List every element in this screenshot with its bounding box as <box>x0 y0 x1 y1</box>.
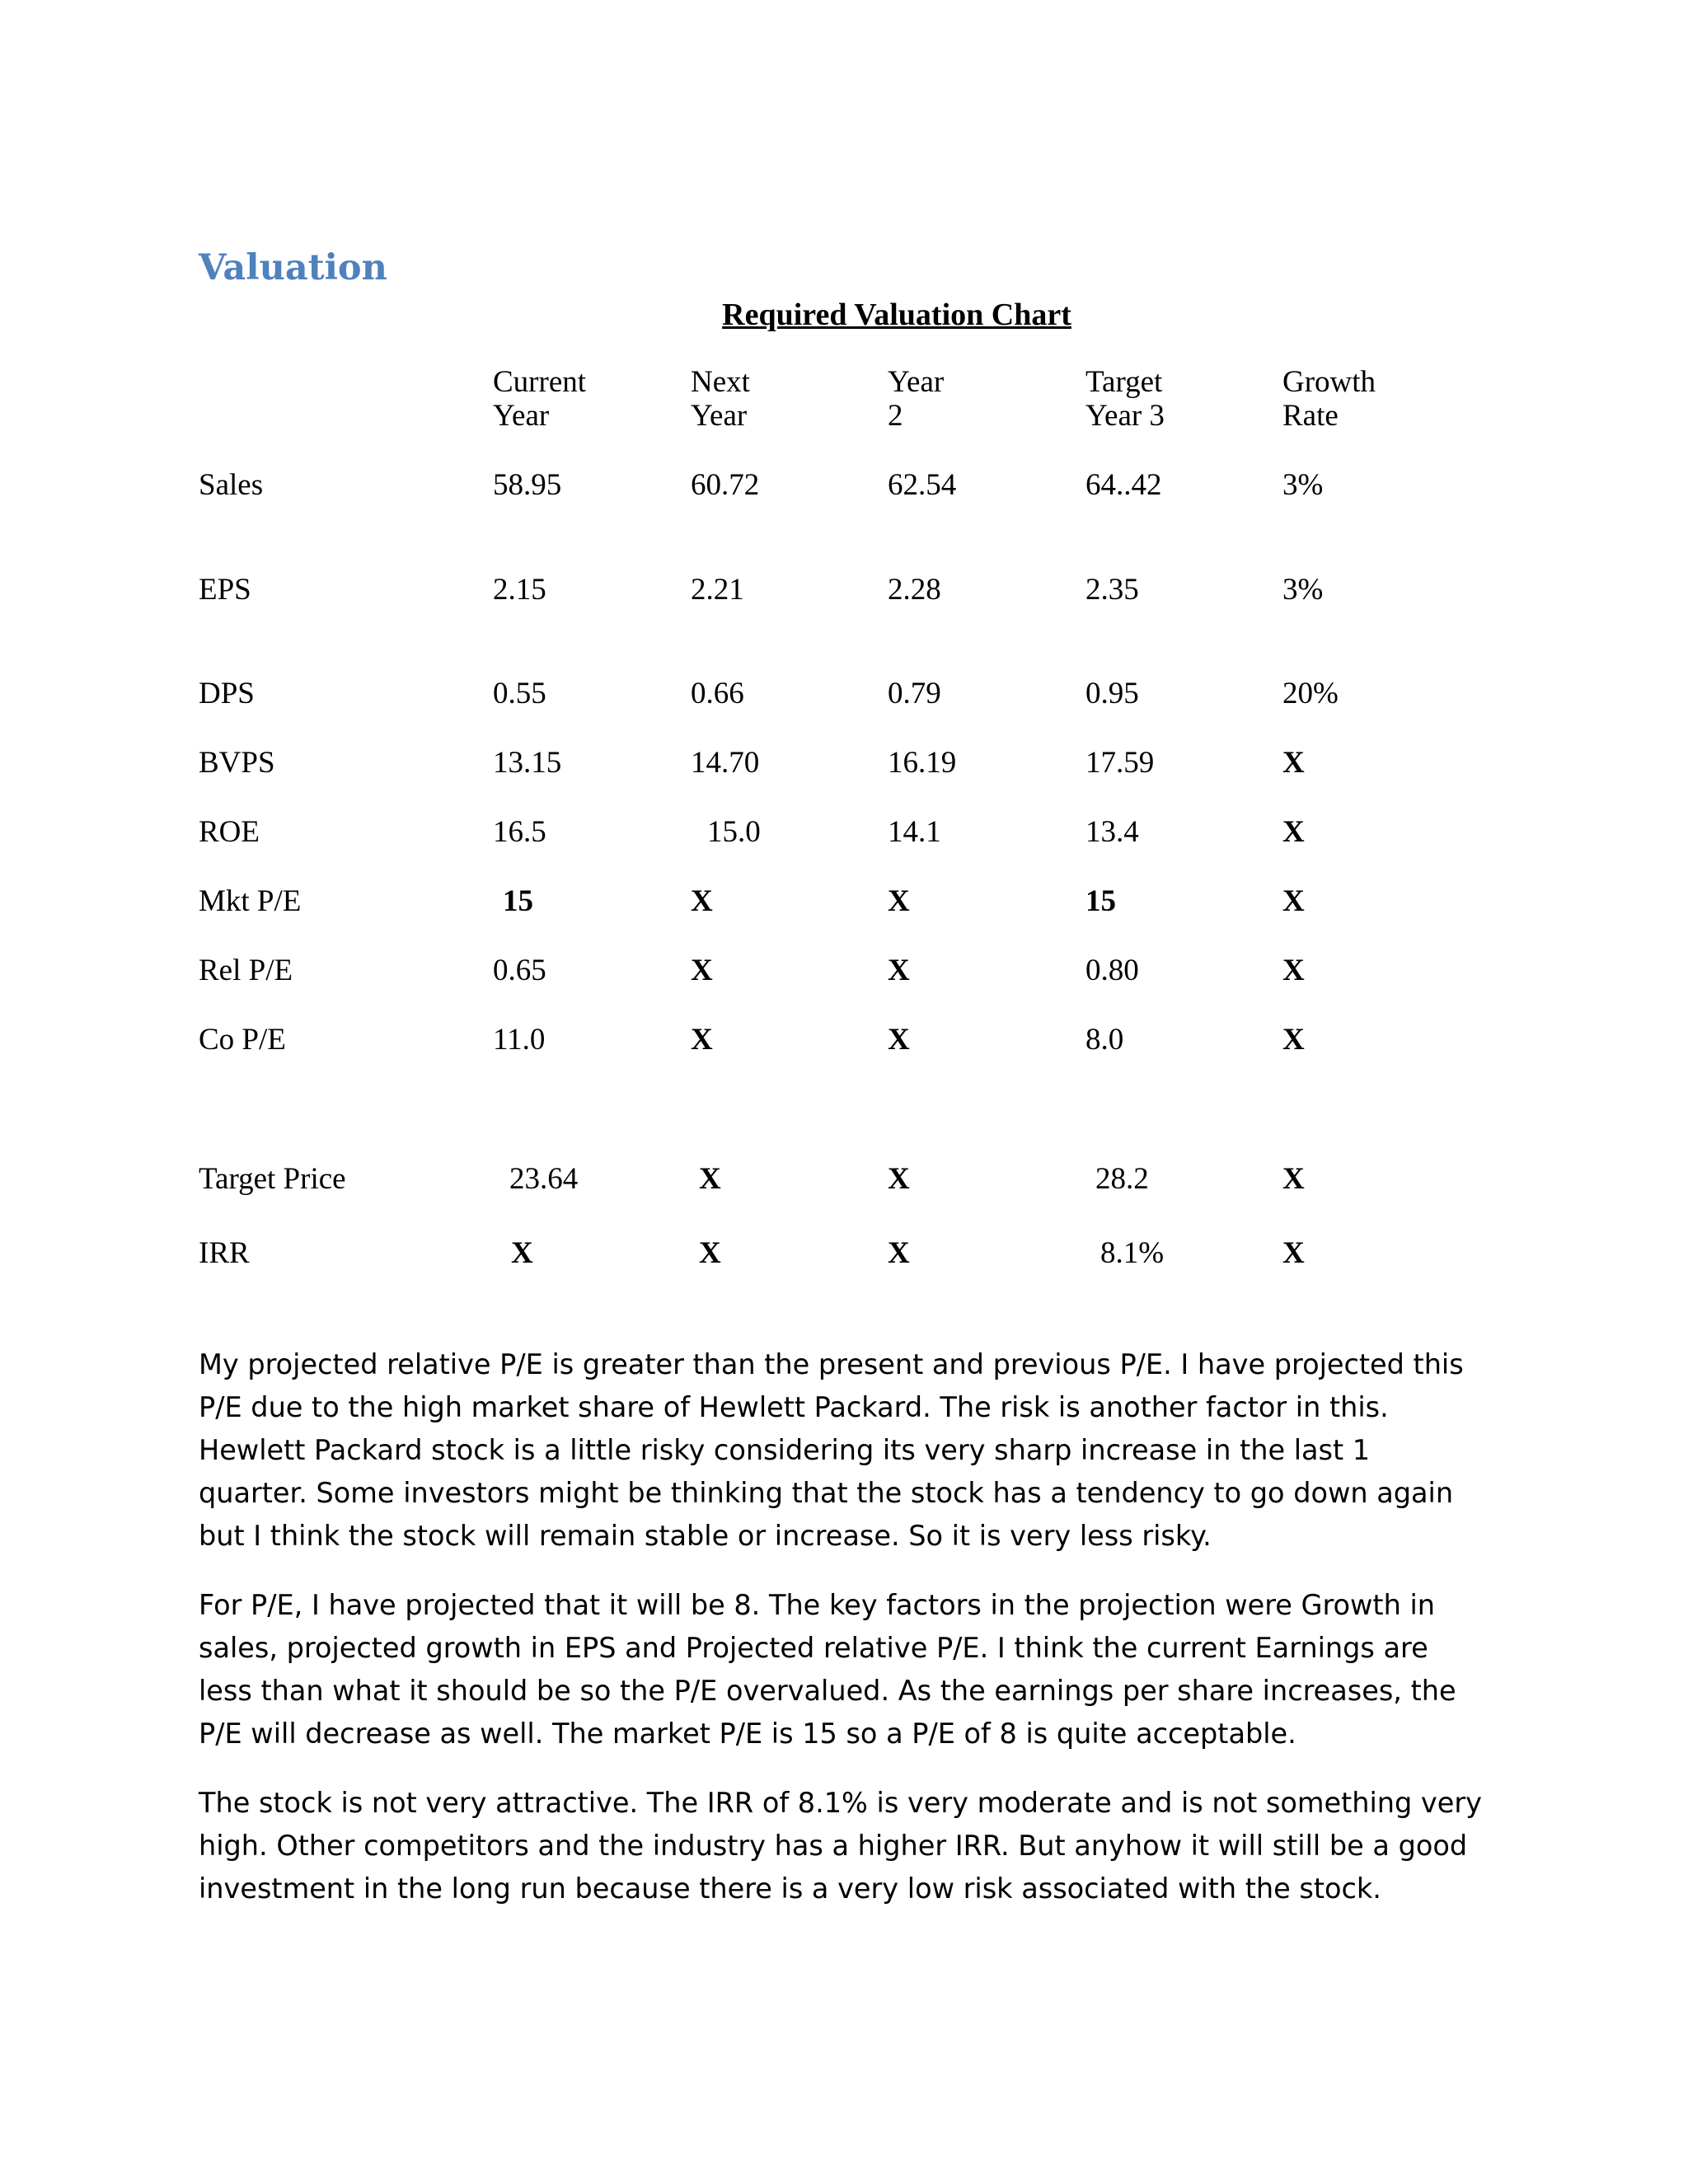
not-applicable-mark: X <box>699 1162 721 1196</box>
commentary <box>199 1343 1484 1937</box>
table-cell: 2.35 <box>1085 573 1139 607</box>
table-cell: 2.28 <box>888 573 941 607</box>
table-cell: 15 <box>503 884 533 918</box>
not-applicable-mark: X <box>699 1236 721 1270</box>
table-cell: 23.64 <box>509 1162 579 1196</box>
table-cell: 0.95 <box>1085 677 1139 710</box>
paragraph-1: My projected relative P/E is greater than the present and previous P/E. I have projected this P/E due to the high market share of Hewlett Packard. The risk is another factor in this. Hewlett Packard stock is a little risky considering its very sharp increase in the last 1 quarter. Some investors might be thinking that the stock has a tendency to go down again but I think the stock will remain stable or increase. So it is very less risky. <box>199 1348 1464 1552</box>
not-applicable-mark: X <box>1282 1023 1305 1057</box>
not-applicable-mark: X <box>511 1236 533 1270</box>
table-cell: 60.72 <box>691 468 760 502</box>
section-heading: Valuation <box>199 247 387 288</box>
not-applicable-mark: X <box>691 954 713 987</box>
column-header-line1: Current <box>493 365 587 399</box>
column-header-line2: 2 <box>888 399 903 433</box>
table-cell: 14.70 <box>691 746 760 780</box>
chart-title: Required Valuation Chart <box>722 298 1071 332</box>
column-header-line1: Year <box>888 365 945 399</box>
row-label: IRR <box>199 1236 250 1270</box>
table-cell: 15 <box>1085 884 1116 918</box>
table-cell: 62.54 <box>888 468 957 502</box>
column-header-line1: Next <box>691 365 750 399</box>
not-applicable-mark: X <box>888 954 910 987</box>
table-cell: 17.59 <box>1085 746 1155 780</box>
paragraph-2: For P/E, I have projected that it will be 8. The key factors in the projection were Growth in sales, projected growth in EPS and Projected relative P/E. I think the current Earnings are less than what it should be so the P/E overvalued. As the earnings per share increases, the P/E will decrease as well. The market P/E is 15 so a P/E of 8 is quite acceptable. <box>199 1589 1456 1750</box>
not-applicable-mark: X <box>691 884 713 918</box>
table-cell: 0.80 <box>1085 954 1139 987</box>
row-label: BVPS <box>199 746 275 780</box>
table-cell: 64..42 <box>1085 468 1162 502</box>
not-applicable-mark: X <box>888 1236 910 1270</box>
table-cell: 15.0 <box>707 815 761 849</box>
table-cell: 3% <box>1282 573 1324 607</box>
row-label: Target Price <box>199 1162 346 1196</box>
table-cell: 0.66 <box>691 677 744 710</box>
table-cell: 0.65 <box>493 954 546 987</box>
not-applicable-mark: X <box>888 1023 910 1057</box>
row-label: Co P/E <box>199 1023 286 1057</box>
table-cell: 2.15 <box>493 573 546 607</box>
table-cell: 0.55 <box>493 677 546 710</box>
row-label: Mkt P/E <box>199 884 302 918</box>
not-applicable-mark: X <box>691 1023 713 1057</box>
table-cell: 3% <box>1282 468 1324 502</box>
not-applicable-mark: X <box>1282 954 1305 987</box>
table-cell: 16.19 <box>888 746 957 780</box>
row-label: DPS <box>199 677 255 710</box>
column-header-line2: Year <box>493 399 550 433</box>
row-label: EPS <box>199 573 251 607</box>
table-cell: 13.15 <box>493 746 562 780</box>
not-applicable-mark: X <box>1282 746 1305 780</box>
table-cell: 16.5 <box>493 815 546 849</box>
column-header-line2: Rate <box>1282 399 1339 433</box>
column-header-line2: Year 3 <box>1085 399 1165 433</box>
table-cell: 14.1 <box>888 815 941 849</box>
table-cell: 20% <box>1282 677 1339 710</box>
not-applicable-mark: X <box>1282 1162 1305 1196</box>
not-applicable-mark: X <box>888 1162 910 1196</box>
table-cell: 2.21 <box>691 573 744 607</box>
row-label: ROE <box>199 815 260 849</box>
column-header-line1: Growth <box>1282 365 1376 399</box>
table-cell: 13.4 <box>1085 815 1139 849</box>
paragraph-3: The stock is not very attractive. The IRR of 8.1% is very moderate and is not something very high. Other competitors and the industry has a higher IRR. But anyhow it will still be a good investment in the long run because there is a very low risk associated with the stock. <box>199 1787 1482 1905</box>
column-header-line1: Target <box>1085 365 1163 399</box>
not-applicable-mark: X <box>888 884 910 918</box>
table-cell: 8.0 <box>1085 1023 1124 1057</box>
not-applicable-mark: X <box>1282 815 1305 849</box>
table-cell: 11.0 <box>493 1023 546 1057</box>
table-cell: 0.79 <box>888 677 941 710</box>
table-cell: 8.1% <box>1100 1236 1165 1270</box>
column-header-line2: Year <box>691 399 748 433</box>
row-label: Rel P/E <box>199 954 293 987</box>
table-cell: 58.95 <box>493 468 562 502</box>
not-applicable-mark: X <box>1282 884 1305 918</box>
row-label: Sales <box>199 468 264 502</box>
not-applicable-mark: X <box>1282 1236 1305 1270</box>
table-cell: 28.2 <box>1095 1162 1149 1196</box>
